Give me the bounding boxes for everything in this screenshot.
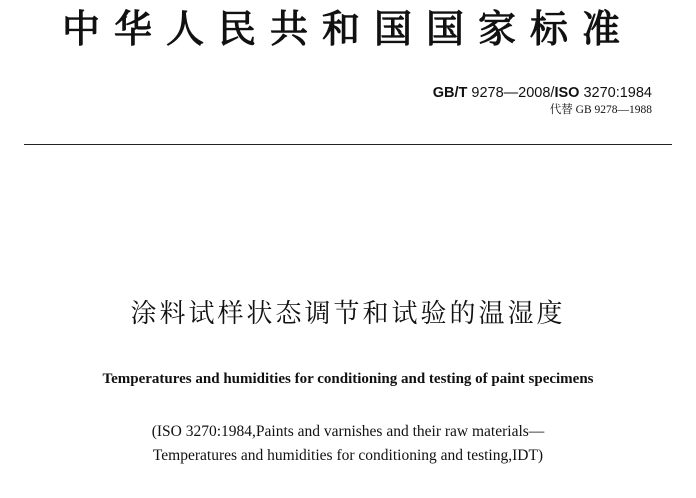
iso-reference-line-2: Temperatures and humidities for conditioning and testing,IDT) <box>152 447 544 464</box>
iso-reference-line-1: (ISO 3270:1984,Paints and varnishes and their raw materials— <box>151 423 545 440</box>
standard-number <box>433 84 652 102</box>
chinese-title: 涂料试样状态调节和试验的温湿度 <box>130 299 566 329</box>
standard-code: 9278—2008/ <box>471 85 555 101</box>
iso-reference <box>0 420 696 468</box>
iso-code: 3270:1984 <box>583 85 652 101</box>
iso-prefix: ISO <box>554 85 580 101</box>
header-divider <box>24 144 672 145</box>
replaces-note: 代替 GB 9278—1988 <box>549 104 652 116</box>
standard-prefix: GB/T <box>432 85 468 101</box>
english-title: Temperatures and humidities for conditioning and testing of paint specimens <box>102 371 594 387</box>
national-standard-banner: 中华人民共和国国家标准 <box>61 6 634 51</box>
